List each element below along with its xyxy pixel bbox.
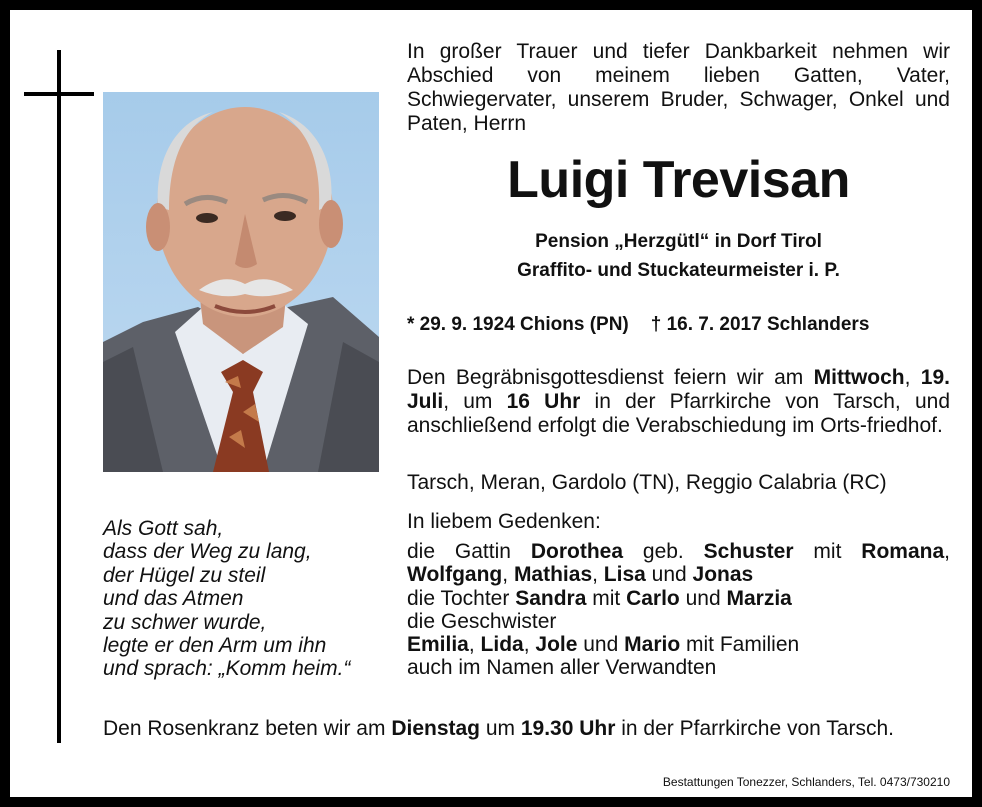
funeral-time: 16 Uhr	[506, 390, 581, 413]
family-text: mit	[586, 586, 627, 610]
funeral-notice	[407, 366, 950, 438]
funeral-text-4: in der Pfarrkirche von Tarsch, und anschließend erfolgt die Verabschiedung im Orts-friedhof.	[407, 390, 950, 437]
portrait-illustration	[103, 92, 379, 472]
poem-line: und das Atmen	[103, 587, 244, 611]
family-name: Carlo	[626, 586, 680, 610]
portrait-photo	[103, 92, 379, 472]
rosary-text: um	[480, 717, 521, 740]
family-name: Lisa	[603, 563, 646, 587]
family-text: mit Familien	[680, 633, 800, 657]
family-text: die Gattin	[407, 540, 531, 563]
family-line	[407, 540, 950, 563]
intro-text	[407, 40, 950, 136]
family-name: Mathias	[513, 563, 593, 587]
intro-line-3: Schwiegervater, unserem Bruder, Schwager, Onkel	[407, 88, 904, 111]
subtitle-profession: Graffito- und Stuckateurmeister i. P.	[517, 260, 840, 281]
family-line: auch im Namen aller Verwandten	[407, 656, 717, 680]
funeral-text-2: ,	[904, 366, 921, 389]
rosary-day: Dienstag	[391, 717, 480, 740]
family-text: und	[645, 563, 693, 587]
family-text: ,	[592, 563, 604, 587]
family-line: die Geschwister	[407, 609, 557, 633]
family-text: und	[679, 586, 727, 610]
family-text: ,	[944, 540, 950, 563]
family-name: Wolfgang	[407, 563, 503, 587]
family-name: Dorothea	[530, 540, 624, 563]
intro-line-2: Abschied von meinem lieben Gatten, Vater,	[407, 64, 950, 87]
family-name: Sandra	[515, 586, 587, 610]
family-text: ,	[523, 633, 536, 657]
family-line	[407, 633, 950, 656]
family-name: Emilia	[407, 633, 469, 657]
family-name: Lida	[480, 633, 524, 657]
family-text: ,	[502, 563, 514, 587]
intro-line-1: In großer Trauer und tiefer Dankbarkeit nehmen wir	[407, 40, 950, 63]
family-line	[407, 563, 950, 586]
poem	[103, 517, 393, 681]
rosary-text: Den Rosenkranz beten wir am	[103, 717, 392, 740]
family-text: ,	[468, 633, 481, 657]
family-text: die Tochter	[407, 586, 516, 610]
funeral-date: 19. Juli	[407, 366, 950, 413]
family-line	[407, 587, 950, 610]
family-name: Mario	[624, 633, 681, 657]
deceased-name: Luigi Trevisan	[507, 151, 850, 209]
life-dates	[407, 312, 950, 338]
memory-heading: In liebem Gedenken:	[407, 510, 601, 533]
family-name: Jole	[535, 633, 578, 657]
poem-line: Als Gott sah,	[103, 517, 224, 540]
cross-icon-vertical	[57, 50, 61, 743]
rosary-time: 19.30 Uhr	[520, 717, 616, 740]
poem-line: zu schwer wurde,	[103, 610, 267, 634]
poem-line: dass der Weg zu lang,	[103, 540, 312, 564]
funeral-day: Mittwoch	[813, 366, 905, 389]
funeral-text-3: , um	[443, 390, 507, 413]
birth-date: * 29. 9. 1924 Chions (PN)	[407, 314, 629, 335]
intro-line-4: und Paten, Herrn	[407, 88, 950, 135]
cross-icon-horizontal	[24, 92, 94, 96]
poem-line: und sprach: „Komm heim.“	[103, 657, 351, 681]
family-name: Jonas	[692, 563, 754, 587]
family-name: Romana	[861, 540, 945, 563]
family-name: Schuster	[703, 540, 794, 563]
places-line: Tarsch, Meran, Gardolo (TN), Reggio Calabria (RC)	[407, 471, 887, 494]
death-date: † 16. 7. 2017 Schlanders	[650, 314, 870, 335]
family-text: mit	[793, 540, 862, 563]
family-text: geb.	[623, 540, 704, 563]
family-text: und	[577, 633, 625, 657]
funeral-home-credit: Bestattungen Tonezzer, Schlanders, Tel. 0473/730210	[662, 775, 950, 789]
family-list	[407, 540, 950, 680]
rosary-text: in der Pfarrkirche von Tarsch.	[615, 717, 894, 740]
poem-line: legte er den Arm um ihn	[103, 634, 327, 658]
funeral-text-1: Den Begräbnisgottesdienst feiern wir am	[407, 366, 814, 389]
poem-line: der Hügel zu steil	[103, 563, 266, 587]
subtitle-pension: Pension „Herzgütl“ in Dorf Tirol	[535, 231, 822, 252]
rosary-notice	[103, 716, 953, 742]
family-name: Marzia	[726, 586, 792, 610]
